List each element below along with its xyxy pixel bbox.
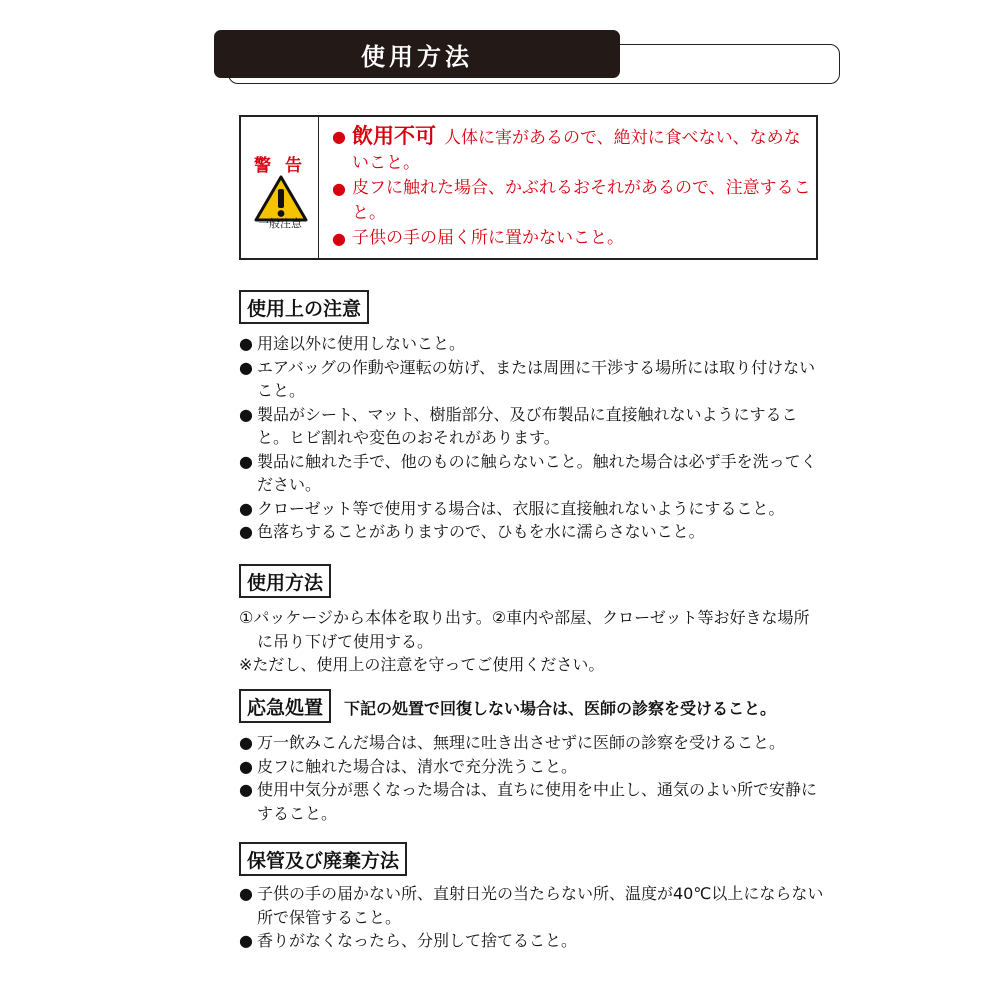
emergency-heading: 応急処置 [239, 689, 331, 723]
precautions-heading: 使用上の注意 [239, 290, 369, 324]
warning-item: ● 飲用不可 人体に害があるので、絶対に食べない、なめないこと。 [332, 124, 814, 176]
warning-box [239, 115, 818, 260]
warning-label: 警告 [254, 156, 316, 176]
usage-heading: 使用方法 [239, 564, 331, 598]
warning-text [332, 124, 814, 251]
warning-icon-caption: 一般注意 [258, 217, 302, 230]
usage-body [239, 606, 824, 677]
usage-steps: ①パッケージから本体を取り出す。②車内や部屋、クローゼット等お好きな場所に吊り下げて使用する。 [239, 608, 810, 651]
list-item: ● 製品がシート、マット、樹脂部分、及び布製品に直接触れないようにすること。ヒビ割れや変色のおそれがあります。 [239, 403, 824, 450]
precautions-list [239, 332, 824, 544]
usage-note: ※ただし、使用上の注意を守ってご使用ください。 [239, 655, 605, 674]
warning-item: ● 皮フに触れた場合、かぶれるおそれがあるので、注意すること。 [332, 176, 814, 226]
list-item: ● 万一飲みこんだ場合は、無理に吐き出させずに医師の診察を受けること。 [239, 731, 824, 755]
list-item: ● 子供の手の届かない所、直射日光の当たらない所、温度が40℃以上にならない所で保管すること。 [239, 882, 824, 929]
list-item: ● 色落ちすることがありますので、ひもを水に濡らさないこと。 [239, 520, 824, 544]
warning-item: ● 子供の手の届く所に置かないこと。 [332, 226, 814, 251]
list-item: ● エアバッグの作動や運転の妨げ、または周囲に干渉する場所には取り付けないこと。 [239, 356, 824, 403]
list-item: ● 香りがなくなったら、分別して捨てること。 [239, 929, 824, 953]
warning-label-panel [241, 117, 319, 258]
list-item: ● 皮フに触れた場合は、清水で充分洗うこと。 [239, 755, 824, 779]
storage-heading: 保管及び廃棄方法 [239, 842, 407, 876]
emergency-list [239, 731, 824, 825]
list-item: ● 製品に触れた手で、他のものに触らないこと。触れた場合は必ず手を洗ってください。 [239, 450, 824, 497]
list-item: ● 使用中気分が悪くなった場合は、直ちに使用を中止し、通気のよい所で安静にすること。 [239, 778, 824, 825]
list-item: ● クローゼット等で使用する場合は、衣服に直接触れないようにすること。 [239, 497, 824, 521]
emergency-note: 下記の処置で回復しない場合は、医師の診察を受けること。 [344, 699, 777, 718]
page-title: 使用方法 [214, 30, 620, 78]
warning-headline: 飲用不可 [352, 124, 436, 148]
list-item: ● 用途以外に使用しないこと。 [239, 332, 824, 356]
storage-list [239, 882, 824, 953]
